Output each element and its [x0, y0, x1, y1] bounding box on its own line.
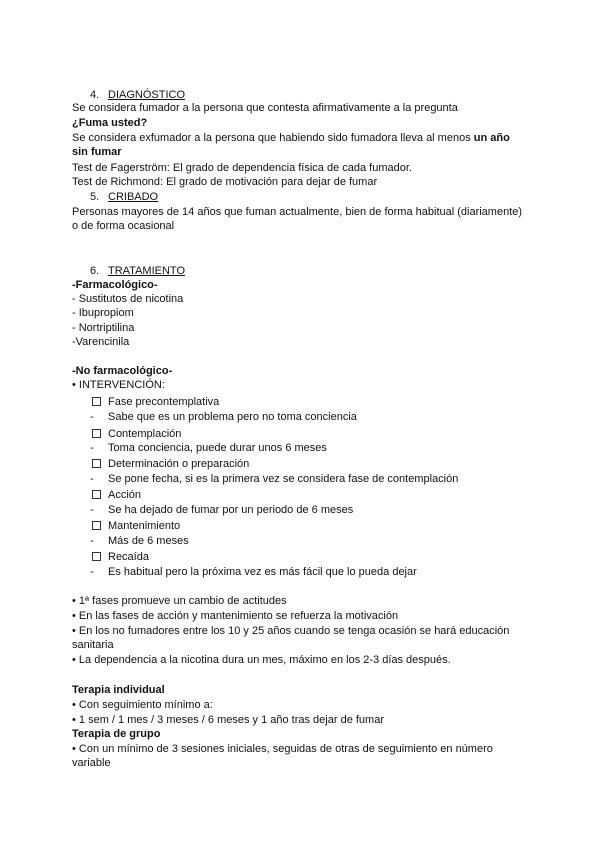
subheading: -Farmacológico-	[72, 279, 158, 291]
bullet-item: sanitaria	[72, 639, 114, 651]
stage-description: Más de 6 meses	[108, 535, 189, 547]
paragraph: Test de Fagerström: El grado de dependencia física de cada fumador.	[72, 162, 412, 174]
paragraph: o de forma ocasional	[72, 220, 175, 232]
checkbox	[92, 521, 101, 530]
checkbox	[92, 429, 101, 438]
dash: -	[90, 566, 94, 578]
dash: -	[90, 504, 94, 516]
section-4-number: 4.	[90, 89, 100, 101]
section-5-number: 5.	[90, 191, 100, 203]
paragraph: Test de Richmond: El grado de motivación para dejar de fumar	[72, 176, 378, 188]
subheading: Terapia de grupo	[72, 728, 161, 740]
list-item: - Nortriptilina	[72, 322, 135, 334]
stage-description: Toma conciencia, puede durar unos 6 meses	[108, 442, 327, 454]
checkbox	[92, 397, 101, 406]
dash: -	[90, 442, 94, 454]
stage-description: Es habitual pero la próxima vez es más fácil que lo pueda dejar	[108, 566, 417, 578]
bullet-item: • En los no fumadores entre los 10 y 25 años cuando se tenga ocasión se hará educación	[72, 625, 510, 637]
subheading: -No farmacológico-	[72, 365, 173, 377]
paragraph: Personas mayores de 14 años que fuman actualmente, bien de forma habitual (diariamente)	[72, 206, 523, 218]
bullet-item: • Con seguimiento mínimo a:	[72, 699, 213, 711]
dash: -	[90, 473, 94, 485]
checkbox-label: Recaída	[108, 551, 149, 563]
stage-description: Se pone fecha, si es la primera vez se considera fase de contemplación	[108, 473, 459, 485]
stage-description: Sabe que es un problema pero no toma conciencia	[108, 411, 357, 423]
checkbox-label: Fase precontemplativa	[108, 396, 220, 408]
checkbox-label: Acción	[108, 489, 142, 501]
checkbox-label: Determinación o preparación	[108, 458, 250, 470]
paragraph-bold: sin fumar	[72, 146, 122, 158]
bullet-item: • 1ª fases promueve un cambio de actitudes	[72, 595, 287, 607]
paragraph: • INTERVENCIÓN:	[72, 379, 165, 391]
bullet-item: • Con un mínimo de 3 sesiones iniciales, seguidas de otras de seguimiento en número	[72, 743, 493, 755]
list-item: -Varencinila	[72, 336, 130, 348]
checkbox	[92, 490, 101, 499]
checkbox	[92, 459, 101, 468]
dash: -	[90, 535, 94, 547]
section-5-title: CRIBADO	[108, 191, 159, 203]
section-6-number: 6.	[90, 265, 100, 277]
question-text: ¿Fuma usted?	[72, 117, 148, 129]
bullet-item: • La dependencia a la nicotina dura un mes, máximo en los 2-3 días después.	[72, 654, 451, 666]
dash: -	[90, 411, 94, 423]
paragraph: Se considera fumador a la persona que contesta afirmativamente a la pregunta	[72, 102, 458, 114]
bullet-item: variable	[72, 757, 111, 769]
paragraph: Se considera exfumador a la persona que habiendo sido fumadora lleva al menos un año	[72, 132, 510, 144]
checkbox-label: Contemplación	[108, 428, 182, 440]
checkbox-label: Mantenimiento	[108, 520, 181, 532]
list-item: - Sustitutos de nicotina	[72, 293, 184, 305]
stage-description: Se ha dejado de fumar por un periodo de 6 meses	[108, 504, 354, 516]
bullet-item: • En las fases de acción y mantenimiento se refuerza la motivación	[72, 610, 399, 622]
subheading: Terapia individual	[72, 684, 165, 696]
list-item: - Ibupropiom	[72, 307, 134, 319]
section-4-title: DIAGNÓSTICO	[108, 89, 186, 101]
checkbox	[92, 552, 101, 561]
bullet-item: • 1 sem / 1 mes / 3 meses / 6 meses y 1 año tras dejar de fumar	[72, 714, 384, 726]
section-6-title: TRATAMIENTO	[108, 265, 185, 277]
